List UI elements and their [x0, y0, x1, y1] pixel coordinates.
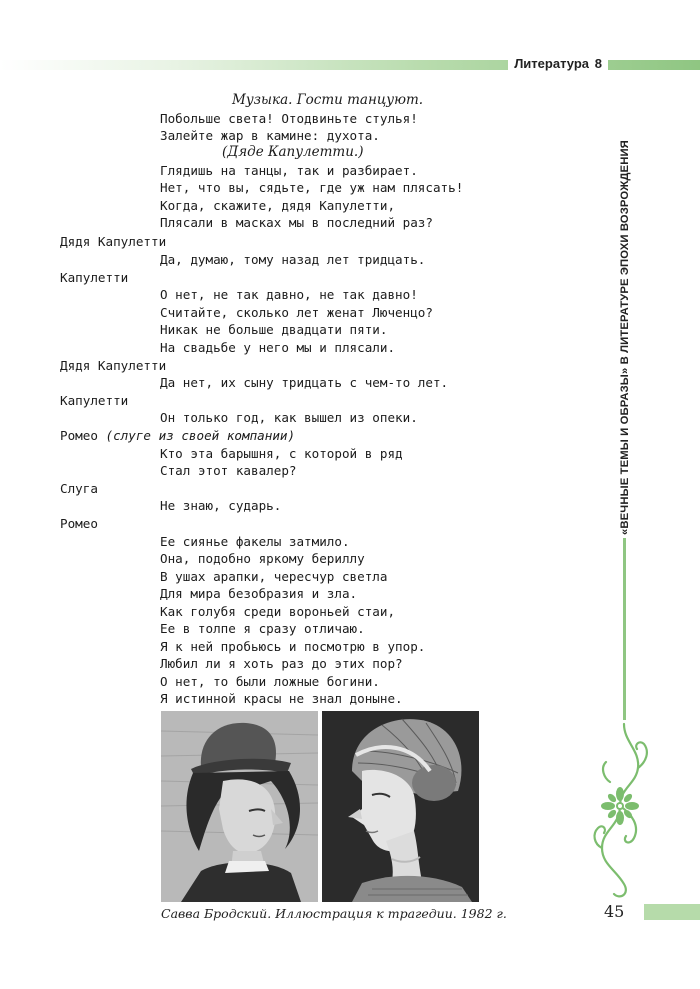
verse-line: Никак не больше двадцати пяти.	[160, 322, 388, 337]
verse-line: Нет, что вы, сядьте, где уж нам плясать!	[160, 180, 464, 195]
verse-line: Он только год, как вышел из опеки.	[160, 410, 418, 425]
verse-line: Плясали в масках мы в последний раз?	[160, 215, 433, 230]
verse-line: Ее сиянье факелы затмило.	[160, 534, 350, 549]
illustration-juliet	[322, 711, 479, 902]
verse-line: Побольше света! Отодвиньте стулья!	[160, 111, 418, 126]
verse-line: О нет, не так давно, не так давно!	[160, 287, 418, 302]
verse-line: Залейте жар в камине: духота.	[160, 128, 380, 143]
section-sidebar-label: «ВЕЧНЫЕ ТЕМЫ И ОБРАЗЫ» В ЛИТЕРАТУРЕ ЭПОХИ ВОЗРОЖДЕНИЯ	[619, 140, 631, 535]
floral-ornament-icon	[590, 722, 652, 900]
verse-line: Как голубя среди вороньей стаи,	[160, 604, 396, 619]
header-grade: 8	[589, 55, 608, 73]
verse-line: Стал этот кавалер?	[160, 463, 297, 478]
verse-line: Она, подобно яркому бериллу	[160, 551, 365, 566]
speaker-name	[60, 427, 295, 444]
verse-line: Любил ли я хоть раз до этих пор?	[160, 656, 403, 671]
verse-line: Да, думаю, тому назад лет тридцать.	[160, 252, 426, 267]
page-number-bar	[644, 904, 700, 920]
verse-line: Я к ней пробьюсь и посмотрю в упор.	[160, 639, 426, 654]
verse-line: На свадьбе у него мы и плясали.	[160, 340, 396, 355]
header-title: Литература	[508, 55, 595, 73]
page-number: 45	[604, 902, 625, 921]
stage-direction: Музыка. Гости танцуют.	[232, 92, 424, 108]
verse-line: В ушах арапки, чересчур светла	[160, 569, 388, 584]
speaker-label: Ромео	[60, 428, 98, 443]
speaker-name: Дядя Капулетти	[60, 358, 167, 373]
verse-line: О нет, то были ложные богини.	[160, 674, 380, 689]
verse-line: Кто эта барышня, с которой в ряд	[160, 446, 403, 461]
speaker-name: Ромео	[60, 516, 98, 531]
speaker-note: (слуге из своей компании)	[105, 428, 296, 443]
speaker-name: Капулетти	[60, 393, 129, 408]
verse-line: Для мира безобразия и зла.	[160, 586, 358, 601]
speaker-name: Дядя Капулетти	[60, 234, 167, 249]
speaker-name: Капулетти	[60, 270, 129, 285]
verse-line: Не знаю, сударь.	[160, 498, 282, 513]
verse-line: Глядишь на танцы, так и разбирает.	[160, 163, 418, 178]
section-sidebar	[619, 140, 635, 535]
speaker-name: Слуга	[60, 481, 98, 496]
verse-line: Я истинной красы не знал доныне.	[160, 691, 403, 706]
sidebar-rule	[623, 538, 626, 720]
verse-line: Считайте, сколько лет женат Люченцо?	[160, 305, 433, 320]
verse-line: Ее в толпе я сразу отличаю.	[160, 621, 365, 636]
verse-line: Когда, скажите, дядя Капулетти,	[160, 198, 396, 213]
illustration-romeo	[161, 711, 318, 902]
stage-direction: (Дяде Капулетти.)	[222, 144, 364, 160]
verse-line: Да нет, их сыну тридцать с чем-то лет.	[160, 375, 449, 390]
illustration-caption: Савва Бродский. Иллюстрация к трагедии. 1982 г.	[161, 906, 507, 921]
